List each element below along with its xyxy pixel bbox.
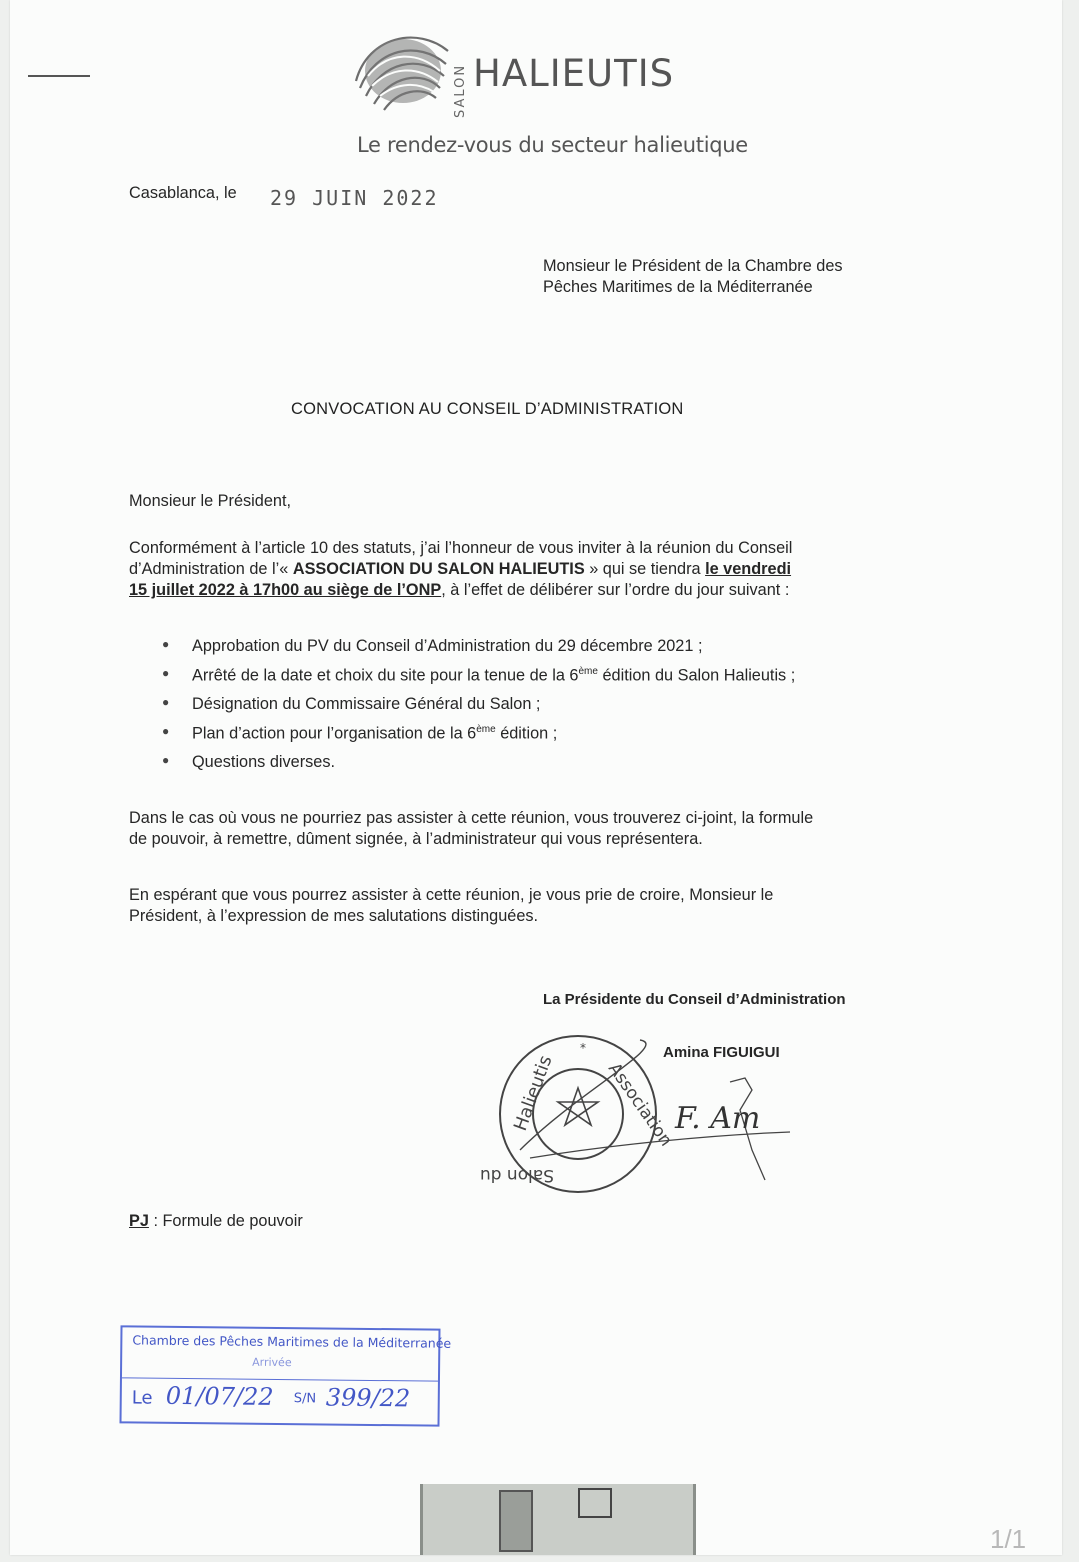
recipient-line-2: Pêches Maritimes de la Méditerranée: [543, 278, 813, 296]
para2-line-2: de pouvoir, à remettre, dûment signée, à l’administrateur qui vous représentera.: [129, 830, 703, 848]
superscript: ème: [578, 666, 598, 677]
seal-text-bottom: Salon du: [479, 1165, 554, 1185]
seal-text-top: Halieutis: [509, 1052, 557, 1134]
para3-line-2: Président, à l’expression de mes salutations distinguées.: [129, 907, 539, 925]
recipient-line-1: Monsieur le Président de la Chambre des: [543, 257, 843, 275]
scan-footer-strip: [420, 1484, 696, 1555]
signatory-role: La Présidente du Conseil d’Administration: [543, 991, 846, 1008]
logo-tagline: Le rendez-vous du secteur halieutique: [357, 133, 748, 157]
page-indicator: 1/1: [990, 1524, 1027, 1554]
date-stamp: 29 JUIN 2022: [270, 186, 439, 210]
paragraph-closing: [129, 885, 773, 927]
para2-line-1: Dans le cas où vous ne pourriez pas assister à cette réunion, vous trouverez ci-joint, la formule: [129, 809, 814, 827]
para1-l2c: » qui se tiendra: [584, 560, 706, 578]
meeting-day: le vendredi: [705, 560, 792, 578]
para3-line-1: En espérant que vous pourrez assister à cette réunion, je vous prie de croire, Monsieur le: [129, 886, 774, 904]
association-name: ASSOCIATION DU SALON HALIEUTIS: [292, 560, 585, 578]
paragraph-convocation: [129, 538, 891, 601]
film-icon: [499, 1490, 533, 1552]
agenda-item: [162, 724, 795, 753]
para1-l2a: d’Administration de l’«: [129, 560, 293, 578]
agenda-item: [162, 666, 795, 695]
stamp-date-handwritten: 01/07/22: [165, 1381, 274, 1411]
seal-text-right: Association: [603, 1059, 676, 1151]
document-title: CONVOCATION AU CONSEIL D’ADMINISTRATION: [291, 400, 684, 418]
bullet-icon: ●: [162, 753, 170, 767]
agenda-list: [162, 637, 795, 782]
agenda-item-text: Approbation du PV du Conseil d’Administration du 29 décembre 2021 ;: [192, 637, 703, 655]
agenda-item: [162, 637, 795, 666]
superscript: ème: [476, 724, 496, 735]
para1-l3b: , à l’effet de délibérer sur l’ordre du jour suivant :: [441, 581, 790, 599]
bullet-icon: ●: [162, 695, 170, 709]
agenda-item: [162, 695, 795, 724]
svg-text:*: *: [580, 1041, 586, 1055]
stamp-sn-label: S/N: [293, 1391, 317, 1407]
agenda-item-text: Désignation du Commissaire Général du Salon ;: [192, 695, 541, 713]
stamp-sub: Arrivée: [252, 1355, 292, 1370]
agenda-item-text: Plan d’action pour l’organisation de la 6: [192, 724, 477, 743]
signatory-name: Amina FIGUIGUI: [663, 1044, 780, 1061]
para1-line-3: [129, 580, 891, 601]
salutation: Monsieur le Président,: [129, 492, 291, 510]
bullet-icon: ●: [162, 637, 170, 651]
stamp-header: Chambre des Pêches Maritimes de la Méditerranée: [132, 1332, 452, 1351]
agenda-item-text: édition du Salon Halieutis ;: [597, 666, 796, 685]
stamp-number-handwritten: 399/22: [325, 1383, 411, 1413]
agenda-item-text: Questions diverses.: [192, 753, 335, 771]
pj-label: PJ: [129, 1212, 149, 1230]
logo-halieutis-text: HALIEUTIS: [473, 52, 675, 95]
bullet-icon: ●: [162, 724, 170, 738]
meeting-date-place: 15 juillet 2022 à 17h00 au siège de l’ONP: [129, 581, 442, 599]
handwritten-signature: F. Am: [675, 1101, 761, 1136]
agenda-item: [162, 753, 795, 782]
agenda-item-text: édition ;: [495, 724, 558, 743]
reception-stamp: [119, 1325, 452, 1426]
halieutis-logo-emblem: [348, 26, 458, 116]
para1-line-2: [129, 559, 891, 580]
paragraph-proxy: [129, 808, 813, 850]
pj-text: : Formule de pouvoir: [148, 1212, 303, 1230]
logo-salon-text: SALON: [453, 63, 468, 118]
association-seal: [479, 1030, 790, 1200]
agenda-item-text: Arrêté de la date et choix du site pour la tenue de la 6: [192, 666, 579, 685]
margin-mark: [28, 75, 90, 77]
bullet-icon: ●: [162, 666, 170, 680]
frame-icon: [578, 1488, 612, 1518]
attachment-line: [129, 1211, 303, 1232]
document-page: [10, 0, 1062, 1555]
date-place: Casablanca, le: [129, 184, 237, 202]
stamp-le-label: Le: [131, 1387, 153, 1409]
para1-line-1: Conformément à l’article 10 des statuts, j’ai l’honneur de vous inviter à la réunion du Conseil: [129, 539, 793, 557]
